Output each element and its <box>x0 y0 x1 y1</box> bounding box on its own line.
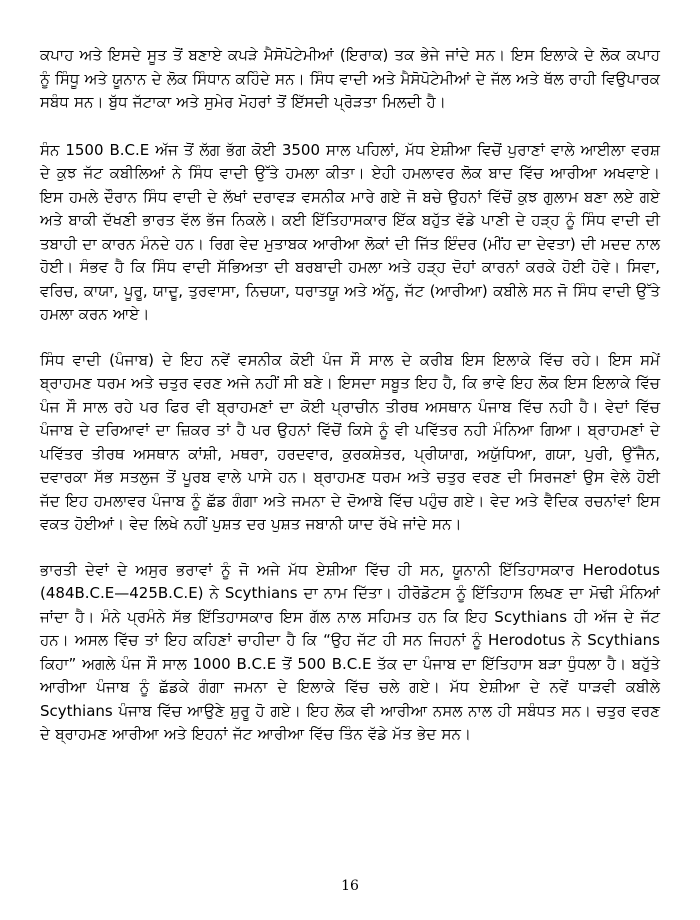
paragraph-4: ਭਾਰਤੀ ਦੇਵਾਂ ਦੇ ਅਸੁਰ ਭਰਾਵਾਂ ਨੂੰ ਜੋ ਅਜੇ ਮੱਧ ਏਸ਼ੀਆ ਵਿੱਚ ਹੀ ਸਨ, ਯੂਨਾਨੀ ਇੱਤਿਹਾਸਕਾਰ Herodotus (484B.C.E—425B.C.E) ਨੇ Scythians ਦਾ ਨਾਮ ਦਿੱਤਾ। ਹੀਰੋਡੋਟਸ ਨੂੰ ਇੱਤਿਹਾਸ ਲਿਖਣ ਦਾ ਮੋਢੀ ਮੰਨਿਆਂ ਜਾਂਦਾ ਹੈ। ਮੰਨੇ ਪ੍ਰਮੰਨੇ ਸੱਭ ਇੱਤਿਹਾਸਕਾਰ ਇਸ ਗੱਲ ਨਾਲ ਸਹਿਮਤ ਹਨ ਕਿ ਇਹ Scythians ਹੀ ਅੱਜ ਦੇ ਜੱਟ ਹਨ। ਅਸਲ ਵਿੱਚ ਤਾਂ ਇਹ ਕਹਿਣਾਂ ਚਾਹੀਦਾ ਹੈ ਕਿ “ਉਹ ਜੱਟ ਹੀ ਸਨ ਜਿਹਨਾਂ ਨੂੰ Herodotus ਨੇ Scythians ਕਿਹਾ” ਅਗਲੇ ਪੰਜ ਸੌ ਸਾਲ 1000 B.C.E ਤੋਂ 500 B.C.E ਤੱਕ ਦਾ ਪੰਜਾਬ ਦਾ ਇੱਤਿਹਾਸ ਬੜਾ ਧੁੰਧਲਾ ਹੈ। ਬਹੁੱਤੇ ਆਰੀਆ ਪੰਜਾਬ ਨੂੰ ਛੱਡਕੇ ਗੰਗਾ ਜਮਨਾ ਦੇ ਇਲਾਕੇ ਵਿੱਚ ਚਲੇ ਗਏ। ਮੱਧ ਏਸ਼ੀਆ ਦੇ ਨਵੇਂ ਧਾੜਵੀ ਕਬੀਲੇ Scythians ਪੰਜਾਬ ਵਿੱਚ ਆਉਣੇ ਸ਼ੁਰੂ ਹੋ ਗਏ। ਇਹ ਲੋਕ ਵੀ ਆਰੀਆ ਨਸਲ ਨਾਲ ਹੀ ਸਬੰਧਤ ਸਨ। ਚਤੁਰ ਵਰਣ ਦੇ ਬ੍ਰਾਹਮਣ ਆਰੀਆ ਅਤੇ ਇਹਨਾਂ ਜੱਟ ਆਰੀਆ ਵਿੱਚ ਤਿੰਨ ਵੱਡੇ ਮੱਤ ਭੇਦ ਸਨ। <box>40 560 660 743</box>
paragraph-3: ਸਿੰਧ ਵਾਦੀ (ਪੰਜਾਬ) ਦੇ ਇਹ ਨਵੇਂ ਵਸਨੀਕ ਕੋਈ ਪੰਜ ਸੌ ਸਾਲ ਦੇ ਕਰੀਬ ਇਸ ਇਲਾਕੇ ਵਿੱਚ ਰਹੇ। ਇਸ ਸਮੇਂ ਬ੍ਰਾਹਮਣ ਧਰਮ ਅਤੇ ਚਤੁਰ ਵਰਣ ਅਜੇ ਨਹੀਂ ਸੀ ਬਣੇ। ਇਸਦਾ ਸਬੂਤ ਇਹ ਹੈ, ਕਿ ਭਾਵੇ ਇਹ ਲੋਕ ਇਸ ਇਲਾਕੇ ਵਿੱਚ ਪੰਜ ਸੌ ਸਾਲ ਰਹੇ ਪਰ ਫਿਰ ਵੀ ਬ੍ਰਾਹਮਣਾਂ ਦਾ ਕੋਈ ਪ੍ਰਾਚੀਨ ਤੀਰਥ ਅਸਥਾਨ ਪੰਜਾਬ ਵਿੱਚ ਨਹੀ ਹੈ। ਵੇਦਾਂ ਵਿੱਚ ਪੰਜਾਬ ਦੇ ਦਰਿਆਵਾਂ ਦਾ ਜ਼ਿਕਰ ਤਾਂ ਹੈ ਪਰ ਉਹਨਾਂ ਵਿੱਚੋਂ ਕਿਸੇ ਨੂੰ ਵੀ ਪਵਿੱਤਰ ਨਹੀ ਮੰਨਿਆ ਗਿਆ। ਬ੍ਰਾਹਮਣਾਂ ਦੇ ਪਵਿੱਤਰ ਤੀਰਥ ਅਸਥਾਨ ਕਾਂਸ਼ੀ, ਮਥਰਾ, ਹਰਦਵਾਰ, ਕੁਰਕਸ਼ੇਤਰ, ਪ੍ਰੀਯਾਗ, ਅਯੁੱਧਿਆ, ਗਯਾ, ਪੁਰੀ, ਉੱਜੈਨ, ਦਵਾਰਕਾ ਸੱਭ ਸਤਲੁਜ ਤੋਂ ਪੂਰਬ ਵਾਲੇ ਪਾਸੇ ਹਨ। ਬ੍ਰਾਹਮਣ ਧਰਮ ਅਤੇ ਚਤੁਰ ਵਰਣ ਦੀ ਸਿਰਜਣਾਂ ਉਸ ਵੇਲੇ ਹੋਈ ਜੱਦ ਇਹ ਹਮਲਾਵਰ ਪੰਜਾਬ ਨੂੰ ਛੱਡ ਗੰਗਾ ਅਤੇ ਜਮਨਾ ਦੇ ਦੋਆਬੇ ਵਿੱਚ ਪਹੁੰਚ ਗਏ। ਵੇਦ ਅਤੇ ਵੈਦਿਕ ਰਚਨਾਂਵਾਂ ਇਸ ਵਕਤ ਹੋਈਆਂ। ਵੇਦ ਲਿਖੇ ਨਹੀਂ ਪੁਸ਼ਤ ਦਰ ਪੁਸ਼ਤ ਜਬਾਨੀ ਯਾਦ ਰੱਖੇ ਜਾਂਦੇ ਸਨ। <box>40 350 660 533</box>
paragraph-2: ਸੰਨ 1500 B.C.E ਅੱਜ ਤੋਂ ਲੱਗ ਭੱਗ ਕੋਈ 3500 ਸਾਲ ਪਹਿਲਾਂ, ਮੱਧ ਏਸ਼ੀਆ ਵਿਚੋਂ ਪੁਰਾਣਾਂ ਵਾਲੇ ਆਈਲਾ ਵਰਸ਼ ਦੇ ਕੁਝ ਜੱਟ ਕਬੀਲਿਆਂ ਨੇ ਸਿੰਧ ਵਾਦੀ ਉੱਤੇ ਹਮਲਾ ਕੀਤਾ। ਏਹੀ ਹਮਲਾਵਰ ਲੋਕ ਬਾਦ ਵਿੱਚ ਆਰੀਆ ਅਖਵਾਏ। ਇਸ ਹਮਲੇ ਦੌਰਾਨ ਸਿੰਧ ਵਾਦੀ ਦੇ ਲੱਖਾਂ ਦਰਾਵੜ ਵਸਨੀਕ ਮਾਰੇ ਗਏ ਜੋ ਬਚੇ ਉਹਨਾਂ ਵਿੱਚੋਂ ਕੁਝ ਗੁਲਾਮ ਬਣਾ ਲਏ ਗਏ ਅਤੇ ਬਾਕੀ ਦੱਖਣੀ ਭਾਰਤ ਵੱਲ ਭੱਜ ਨਿਕਲੇ। ਕਈ ਇੱਤਿਹਾਸਕਾਰ ਇੱਕ ਬਹੁੱਤ ਵੱਡੇ ਪਾਣੀ ਦੇ ਹੜ੍ਹ ਨੂੰ ਸਿੰਧ ਵਾਦੀ ਦੀ ਤਬਾਹੀ ਦਾ ਕਾਰਨ ਮੰਨਦੇ ਹਨ। ਰਿਗ ਵੇਦ ਮੁਤਾਬਕ ਆਰੀਆ ਲੋਕਾਂ ਦੀ ਜਿੱਤ ਇੰਦਰ (ਮੀਂਹ ਦਾ ਦੇਵਤਾ) ਦੀ ਮਦਦ ਨਾਲ ਹੋਈ। ਸੰਭਵ ਹੈ ਕਿ ਸਿੰਧ ਵਾਦੀ ਸੱਭਿਅਤਾ ਦੀ ਬਰਬਾਦੀ ਹਮਲਾ ਅਤੇ ਹੜ੍ਹ ਦੋਹਾਂ ਕਾਰਨਾਂ ਕਰਕੇ ਹੋਈ ਹੋਵੇ। ਸਿਵਾ, ਵਰਿਚ, ਕਾਯਾ, ਪੂਰੂ, ਯਾਦੂ, ਤੁਰਵਾਸਾ, ਨਿਚਯਾ, ਧਰਾਤਯੂ ਅਤੇ ਅੱਨੂ, ਜੱਟ (ਆਰੀਆ) ਕਬੀਲੇ ਸਨ ਜੋ ਸਿੰਧ ਵਾਦੀ ਉੱਤੇ ਹਮਲਾ ਕਰਨ ਆਏ। <box>40 140 660 323</box>
page-body <box>40 44 660 769</box>
page-number: 16 <box>341 878 359 894</box>
paragraph-1: ਕਪਾਹ ਅਤੇ ਇਸਦੇ ਸੂਤ ਤੋਂ ਬਣਾਏ ਕਪੜੇ ਮੈਸੋਪੋਟੇਮੀਆਂ (ਇਰਾਕ) ਤਕ ਭੇਜੇ ਜਾਂਦੇ ਸਨ। ਇਸ ਇਲਾਕੇ ਦੇ ਲੋਕ ਕਪਾਹ ਨੂੰ ਸਿੰਧੂ ਅਤੇ ਯੂਨਾਨ ਦੇ ਲੋਕ ਸਿੰਧਾਨ ਕਹਿੰਦੇ ਸਨ। ਸਿੰਧ ਵਾਦੀ ਅਤੇ ਮੈਸੋਪੋਟੇਮੀਆਂ ਦੇ ਜੱਲ ਅਤੇ ਥੱਲ ਰਾਹੀ ਵਿਉਪਾਰਕ ਸਬੰਧ ਸਨ। ਬੁੱਧ ਜੱਟਾਕਾ ਅਤੇ ਸੁਮੇਰ ਮੋਹਰਾਂ ਤੋਂ ਇੱਸਦੀ ਪ੍ਰੋੜਤਾ ਮਿਲਦੀ ਹੈ। <box>40 46 660 111</box>
